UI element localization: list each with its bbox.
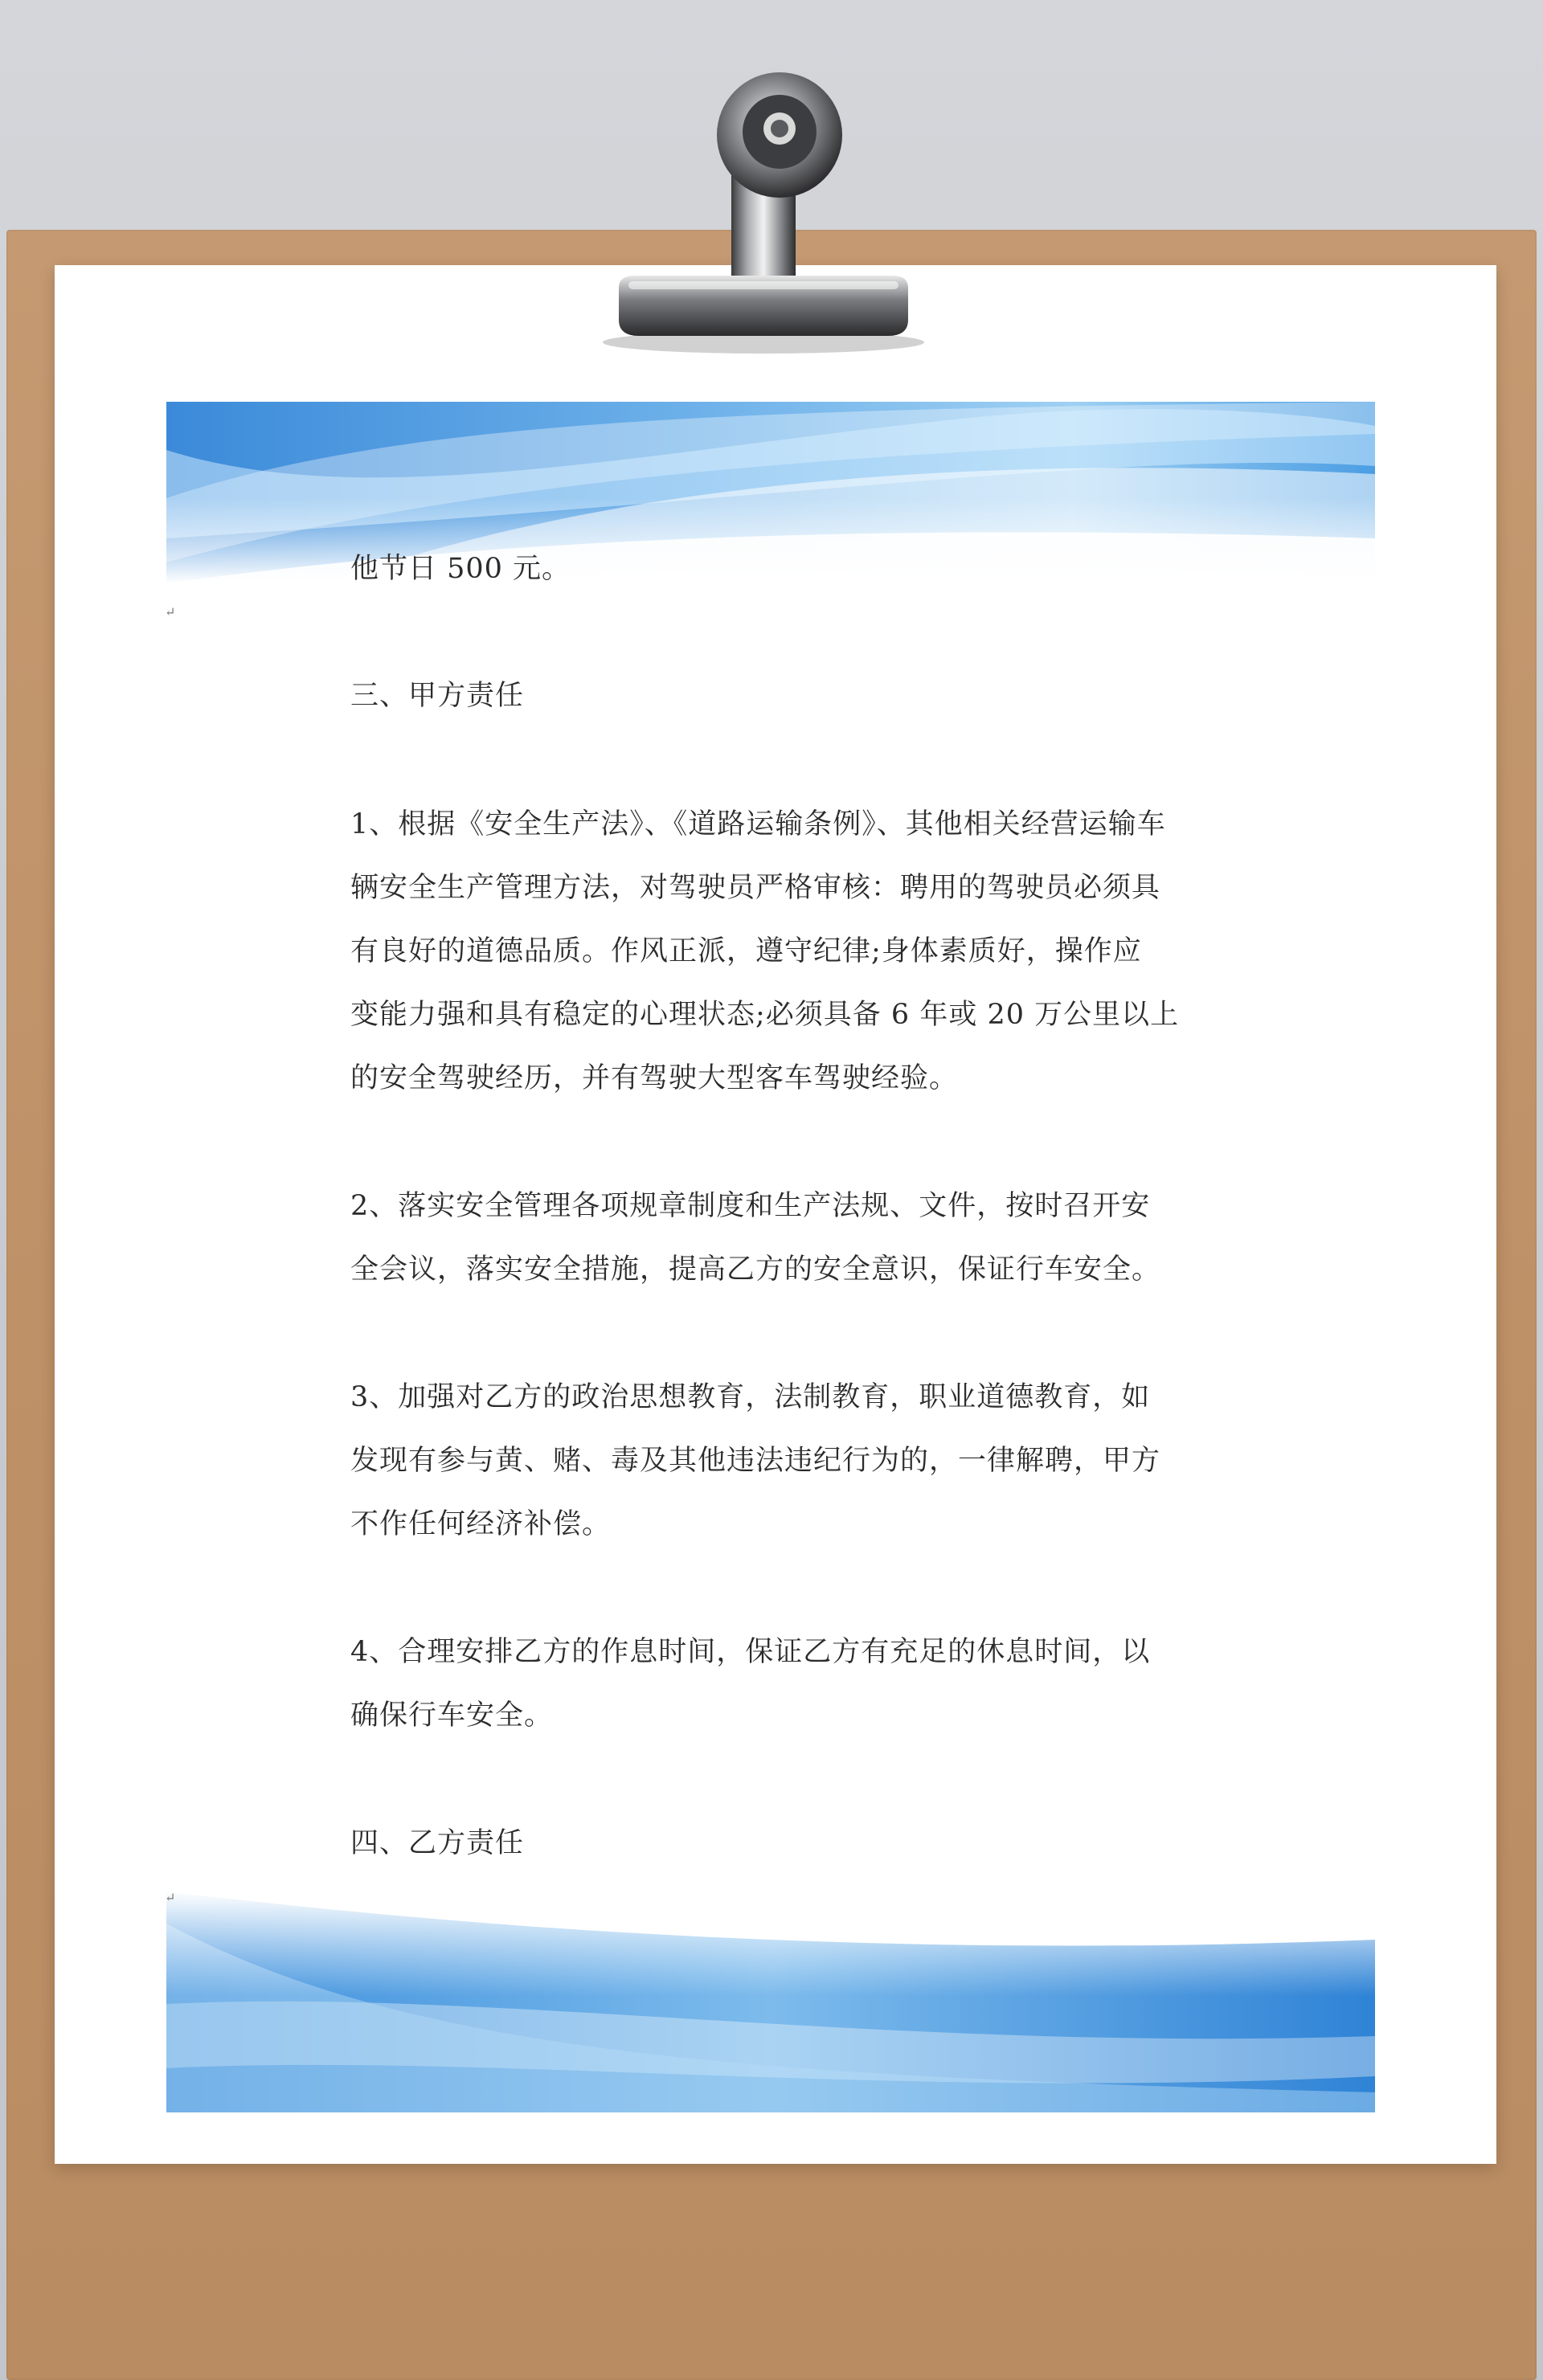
top-banner [166,402,1375,583]
item2-line-2: 全会议，落实安全措施，提高乙方的安全意识，保证行车安全。 [350,1253,1161,1286]
item1-line-4: 变能力强和具有稳定的心理状态;必须具备 6 年或 20 万公里以上 [350,999,1180,1031]
item1-line-2: 辆安全生产管理方法，对驾驶员严格审核：聘用的驾驶员必须具 [350,872,1161,904]
continuation-line: 他节日 500 元。 [350,553,571,585]
margin-mark-bottom: ↵ [165,1890,176,1905]
margin-mark-top: ↵ [165,604,176,620]
item1-line-3: 有良好的道德品质。作风正派，遵守纪律;身体素质好，操作应 [350,935,1142,967]
binder-clip-icon [579,47,948,360]
item2-line-1: 2、落实安全管理各项规章制度和生产法规、文件，按时召开安 [350,1190,1151,1222]
item3-line-3: 不作任何经济补偿。 [350,1508,612,1540]
item4-line-1: 4、合理安排乙方的作息时间，保证乙方有充足的休息时间，以 [350,1636,1151,1668]
bottom-banner [166,1891,1375,2112]
item1-line-5: 的安全驾驶经历，并有驾驶大型客车驾驶经验。 [350,1062,959,1094]
section-heading-3: 三、甲方责任 [350,680,525,712]
section-heading-4: 四、乙方责任 [350,1827,525,1859]
item1-line-1: 1、根据《安全生产法》、《道路运输条例》、其他相关经营运输车 [350,808,1166,840]
item4-line-2: 确保行车安全。 [350,1699,554,1732]
item3-line-1: 3、加强对乙方的政治思想教育，法制教育，职业道德教育，如 [350,1381,1151,1413]
item3-line-2: 发现有参与黄、赌、毒及其他违法违纪行为的，一律解聘，甲方 [350,1445,1161,1477]
